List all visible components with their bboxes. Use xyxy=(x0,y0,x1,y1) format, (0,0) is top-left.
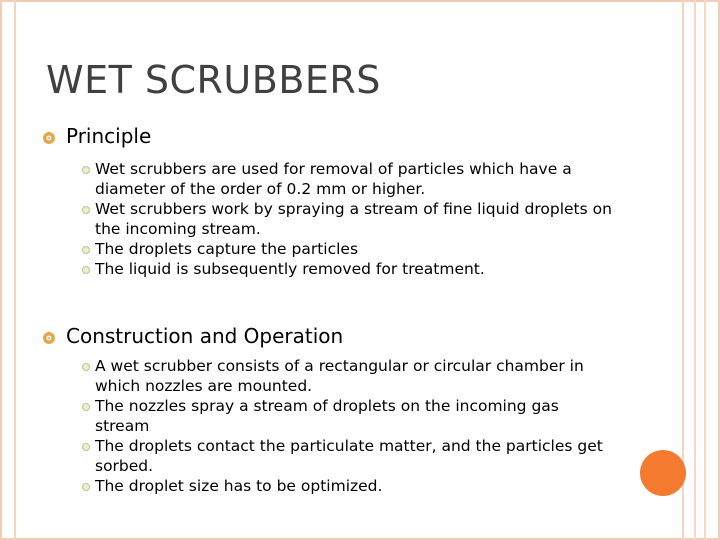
list-item-text: The droplets capture the particles xyxy=(95,240,359,258)
decor-rail-line xyxy=(704,0,706,540)
list-item-text: The droplets contact the particulate matter, and the particles get sorbed. xyxy=(95,437,603,475)
round-bullet-icon xyxy=(82,206,90,214)
list-item-text: A wet scrubber consists of a rectangular or circular chamber in which nozzles are mounted. xyxy=(95,357,584,395)
section-heading-text: Construction and Operation xyxy=(66,324,344,348)
list-item xyxy=(42,476,615,496)
list-item xyxy=(42,356,615,396)
round-bullet-icon xyxy=(82,443,90,451)
round-bullet-icon xyxy=(82,403,90,411)
section-heading xyxy=(42,124,615,154)
round-bullet-icon xyxy=(82,266,90,274)
accent-circle-icon xyxy=(640,450,686,496)
flower-bullet-icon xyxy=(42,131,56,145)
list-item-text: Wet scrubbers are used for removal of particles which have a diameter of the order of 0.2 mm or higher. xyxy=(95,160,572,198)
list-item xyxy=(42,396,615,436)
list-item xyxy=(42,259,615,279)
bullet-list xyxy=(42,159,615,279)
flower-bullet-icon xyxy=(42,331,56,345)
list-item xyxy=(42,239,615,259)
section-heading-text: Principle xyxy=(66,124,152,148)
section-construction xyxy=(42,324,615,496)
list-item-text: The nozzles spray a stream of droplets on the incoming gas stream xyxy=(95,397,559,435)
list-item xyxy=(42,436,615,476)
round-bullet-icon xyxy=(82,363,90,371)
section-heading xyxy=(42,324,615,354)
round-bullet-icon xyxy=(82,246,90,254)
list-item-text: Wet scrubbers work by spraying a stream of fine liquid droplets on the incoming stream. xyxy=(95,200,612,238)
list-item xyxy=(42,199,615,239)
round-bullet-icon xyxy=(82,483,90,491)
section-principle xyxy=(42,124,615,279)
list-item-text: The liquid is subsequently removed for treatment. xyxy=(95,260,485,278)
bullet-list xyxy=(42,356,615,496)
slide-title: WET SCRUBBERS xyxy=(46,58,381,102)
list-item xyxy=(42,159,615,199)
decor-rail-line xyxy=(694,0,696,540)
round-bullet-icon xyxy=(82,166,90,174)
list-item-text: The droplet size has to be optimized. xyxy=(95,477,383,495)
